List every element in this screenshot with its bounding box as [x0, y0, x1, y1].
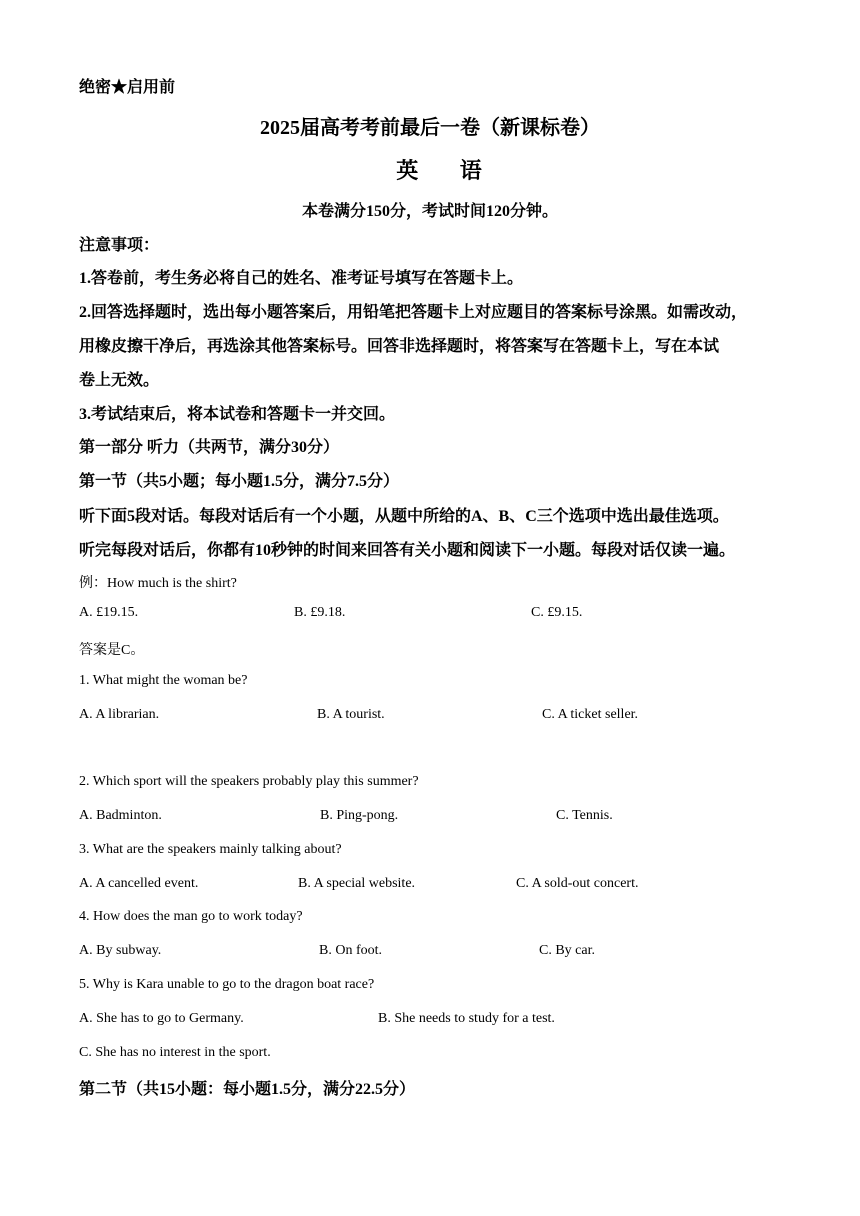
question-1-option-b: B. A tourist.: [317, 707, 385, 722]
notes-item-3: 3.考试结束后，将本试卷和答题卡一并交回。: [79, 406, 396, 423]
question-1: 1. What might the woman be?: [79, 673, 248, 688]
notes-item-2-line-1: 2.回答选择题时，选出每小题答案后，用铅笔把答题卡上对应题目的答案标号涂黑。如需改动，: [79, 304, 748, 321]
question-5-option-a: A. She has to go to Germany.: [79, 1011, 244, 1026]
question-4-option-c: C. By car.: [539, 943, 595, 958]
subject-title: 英 语: [396, 158, 500, 183]
question-5: 5. Why is Kara unable to go to the dragon boat race?: [79, 977, 375, 992]
instruction-line-2: 听完每段对话后，你都有10秒钟的时间来回答有关小题和阅读下一小题。每段对话仅读一遍。: [79, 542, 736, 559]
notes-item-1: 1.答卷前，考生务必将自己的姓名、准考证号填写在答题卡上。: [79, 270, 524, 287]
notes-heading: 注意事项：: [79, 237, 160, 254]
question-1-option-c: C. A ticket seller.: [542, 707, 639, 722]
example-option-a: A. £19.15.: [79, 605, 139, 620]
example-option-c: C. £9.15.: [531, 605, 583, 620]
score-info: 本卷满分150分，考试时间120分钟。: [301, 203, 558, 220]
section2-heading: 第二节（共15小题：每小题1.5分，满分22.5分）: [79, 1081, 416, 1098]
question-4: 4. How does the man go to work today?: [79, 909, 303, 924]
question-4-option-a: A. By subway.: [79, 943, 162, 958]
question-4-option-b: B. On foot.: [319, 943, 382, 958]
question-5-option-c: C. She has no interest in the sport.: [79, 1045, 271, 1060]
example-answer: 答案是C。: [79, 643, 145, 658]
example-question: 例：How much is the shirt?: [79, 576, 237, 591]
question-3-option-a: A. A cancelled event.: [79, 876, 199, 891]
question-5-option-b: B. She needs to study for a test.: [378, 1011, 555, 1026]
question-2-option-b: B. Ping-pong.: [320, 808, 399, 823]
question-2-option-a: A. Badminton.: [79, 808, 162, 823]
notes-item-2-line-3: 卷上无效。: [79, 372, 160, 389]
question-2-option-c: C. Tennis.: [556, 808, 613, 823]
question-3: 3. What are the speakers mainly talking about?: [79, 842, 342, 857]
question-3-option-b: B. A special website.: [298, 876, 416, 891]
instruction-line-1: 听下面5段对话。每段对话后有一个小题，从题中所给的A、B、C三个选项中选出最佳选项。: [79, 508, 729, 525]
question-2: 2. Which sport will the speakers probably play this summer?: [79, 774, 419, 789]
question-3-option-c: C. A sold-out concert.: [516, 876, 639, 891]
example-option-b: B. £9.18.: [294, 605, 346, 620]
section1-heading: 第一节（共5小题；每小题1.5分，满分7.5分）: [79, 473, 400, 490]
exam-title: 2025届高考考前最后一卷（新课标卷）: [260, 117, 600, 139]
confidential-label: 绝密★启用前: [79, 79, 176, 96]
part1-heading: 第一部分 听力（共两节，满分30分）: [79, 439, 340, 456]
notes-item-2-line-2: 用橡皮擦干净后，再选涂其他答案标号。回答非选择题时，将答案写在答题卡上，写在本试: [79, 338, 720, 355]
question-1-option-a: A. A librarian.: [79, 707, 160, 722]
